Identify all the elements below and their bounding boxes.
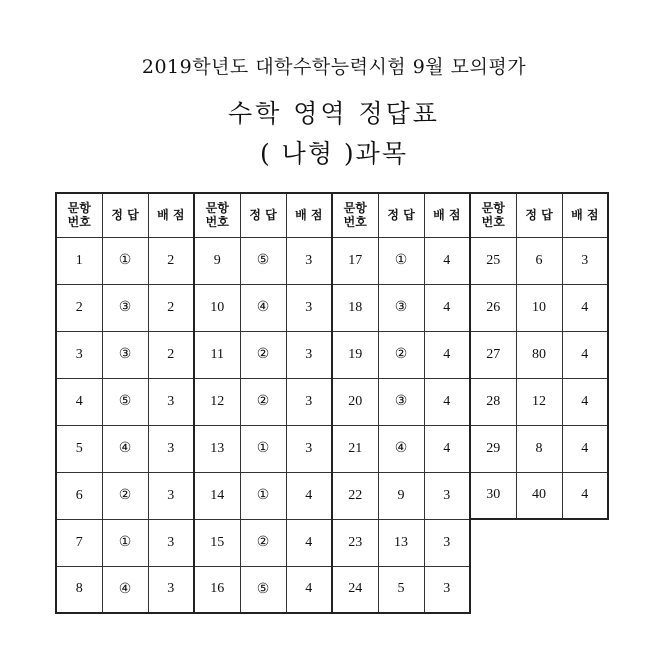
table-row xyxy=(56,378,608,425)
answer-cell: ⑤ xyxy=(102,378,148,425)
answer-cell: 13 xyxy=(378,519,424,566)
question-number-cell: 30 xyxy=(470,472,516,519)
answer-cell: ① xyxy=(102,237,148,284)
question-number-cell: 15 xyxy=(194,519,240,566)
question-number-cell: 24 xyxy=(332,566,378,613)
answer-cell: 12 xyxy=(516,378,562,425)
answer-cell: ④ xyxy=(240,284,286,331)
answer-cell: ① xyxy=(240,472,286,519)
empty-cell xyxy=(516,519,562,566)
header-question-number: 문항 번호 xyxy=(194,193,240,237)
points-cell: 4 xyxy=(562,378,608,425)
track-title: ( 나형 )과목 xyxy=(259,139,408,168)
points-cell: 4 xyxy=(562,472,608,519)
question-number-cell: 25 xyxy=(470,237,516,284)
question-number-cell: 14 xyxy=(194,472,240,519)
empty-cell xyxy=(516,566,562,613)
points-cell: 3 xyxy=(424,566,470,613)
points-cell: 3 xyxy=(286,378,332,425)
table-row xyxy=(56,284,608,331)
header-points: 배 점 xyxy=(148,193,194,237)
points-cell: 3 xyxy=(148,425,194,472)
answer-cell: 5 xyxy=(378,566,424,613)
question-number-cell: 2 xyxy=(56,284,102,331)
header-answer: 정 답 xyxy=(102,193,148,237)
points-cell: 4 xyxy=(286,472,332,519)
header-points: 배 점 xyxy=(424,193,470,237)
question-number-cell: 22 xyxy=(332,472,378,519)
answer-cell: ② xyxy=(102,472,148,519)
table-row xyxy=(56,519,608,566)
header-question-number: 문항 번호 xyxy=(56,193,102,237)
points-cell: 2 xyxy=(148,284,194,331)
empty-cell xyxy=(470,519,516,566)
question-number-cell: 10 xyxy=(194,284,240,331)
points-cell: 4 xyxy=(424,425,470,472)
points-cell: 3 xyxy=(286,237,332,284)
points-cell: 3 xyxy=(148,566,194,613)
answer-cell: ④ xyxy=(378,425,424,472)
question-number-cell: 18 xyxy=(332,284,378,331)
header-question-number: 문항 번호 xyxy=(332,193,378,237)
answer-cell: ② xyxy=(240,331,286,378)
question-number-cell: 1 xyxy=(56,237,102,284)
points-cell: 3 xyxy=(148,519,194,566)
answer-cell: ② xyxy=(378,331,424,378)
points-cell: 4 xyxy=(286,519,332,566)
points-cell: 4 xyxy=(286,566,332,613)
question-number-cell: 3 xyxy=(56,331,102,378)
header-question-number: 문항 번호 xyxy=(470,193,516,237)
points-cell: 3 xyxy=(286,331,332,378)
points-cell: 3 xyxy=(148,472,194,519)
answer-cell: 8 xyxy=(516,425,562,472)
points-cell: 3 xyxy=(562,237,608,284)
question-number-cell: 9 xyxy=(194,237,240,284)
exam-title: 2019학년도 대학수학능력시험 9월 모의평가 xyxy=(141,56,527,78)
answer-key-table xyxy=(55,192,609,614)
points-cell: 2 xyxy=(148,331,194,378)
header-points: 배 점 xyxy=(562,193,608,237)
empty-cell xyxy=(562,519,608,566)
header-answer: 정 답 xyxy=(378,193,424,237)
answer-cell: ④ xyxy=(102,566,148,613)
table-row xyxy=(56,425,608,472)
answer-cell: ④ xyxy=(102,425,148,472)
answer-cell: ② xyxy=(240,519,286,566)
question-number-cell: 19 xyxy=(332,331,378,378)
answer-cell: ③ xyxy=(102,284,148,331)
answer-cell: 9 xyxy=(378,472,424,519)
answer-cell: 80 xyxy=(516,331,562,378)
points-cell: 4 xyxy=(424,331,470,378)
answer-cell: ① xyxy=(240,425,286,472)
points-cell: 4 xyxy=(562,284,608,331)
header-answer: 정 답 xyxy=(516,193,562,237)
question-number-cell: 20 xyxy=(332,378,378,425)
question-number-cell: 26 xyxy=(470,284,516,331)
points-cell: 3 xyxy=(148,378,194,425)
points-cell: 4 xyxy=(424,284,470,331)
points-cell: 2 xyxy=(148,237,194,284)
question-number-cell: 12 xyxy=(194,378,240,425)
header-points: 배 점 xyxy=(286,193,332,237)
points-cell: 3 xyxy=(286,425,332,472)
answer-cell: ③ xyxy=(378,378,424,425)
points-cell: 4 xyxy=(562,331,608,378)
points-cell: 3 xyxy=(424,472,470,519)
question-number-cell: 27 xyxy=(470,331,516,378)
question-number-cell: 17 xyxy=(332,237,378,284)
question-number-cell: 8 xyxy=(56,566,102,613)
answer-cell: 6 xyxy=(516,237,562,284)
header-answer: 정 답 xyxy=(240,193,286,237)
empty-cell xyxy=(470,566,516,613)
question-number-cell: 7 xyxy=(56,519,102,566)
points-cell: 4 xyxy=(562,425,608,472)
question-number-cell: 28 xyxy=(470,378,516,425)
answer-cell: ⑤ xyxy=(240,237,286,284)
table-row xyxy=(56,472,608,519)
points-cell: 3 xyxy=(286,284,332,331)
empty-cell xyxy=(562,566,608,613)
subject-title: 수학 영역 정답표 xyxy=(228,99,440,128)
question-number-cell: 21 xyxy=(332,425,378,472)
answer-cell: 40 xyxy=(516,472,562,519)
question-number-cell: 29 xyxy=(470,425,516,472)
table-row xyxy=(56,237,608,284)
question-number-cell: 11 xyxy=(194,331,240,378)
answer-cell: 10 xyxy=(516,284,562,331)
question-number-cell: 5 xyxy=(56,425,102,472)
question-number-cell: 23 xyxy=(332,519,378,566)
question-number-cell: 16 xyxy=(194,566,240,613)
answer-cell: ③ xyxy=(378,284,424,331)
table-row xyxy=(56,331,608,378)
points-cell: 4 xyxy=(424,237,470,284)
points-cell: 4 xyxy=(424,378,470,425)
answer-cell: ① xyxy=(102,519,148,566)
answer-cell: ⑤ xyxy=(240,566,286,613)
question-number-cell: 13 xyxy=(194,425,240,472)
points-cell: 3 xyxy=(424,519,470,566)
answer-cell: ③ xyxy=(102,331,148,378)
table-row xyxy=(56,566,608,613)
question-number-cell: 4 xyxy=(56,378,102,425)
answer-cell: ① xyxy=(378,237,424,284)
question-number-cell: 6 xyxy=(56,472,102,519)
answer-cell: ② xyxy=(240,378,286,425)
